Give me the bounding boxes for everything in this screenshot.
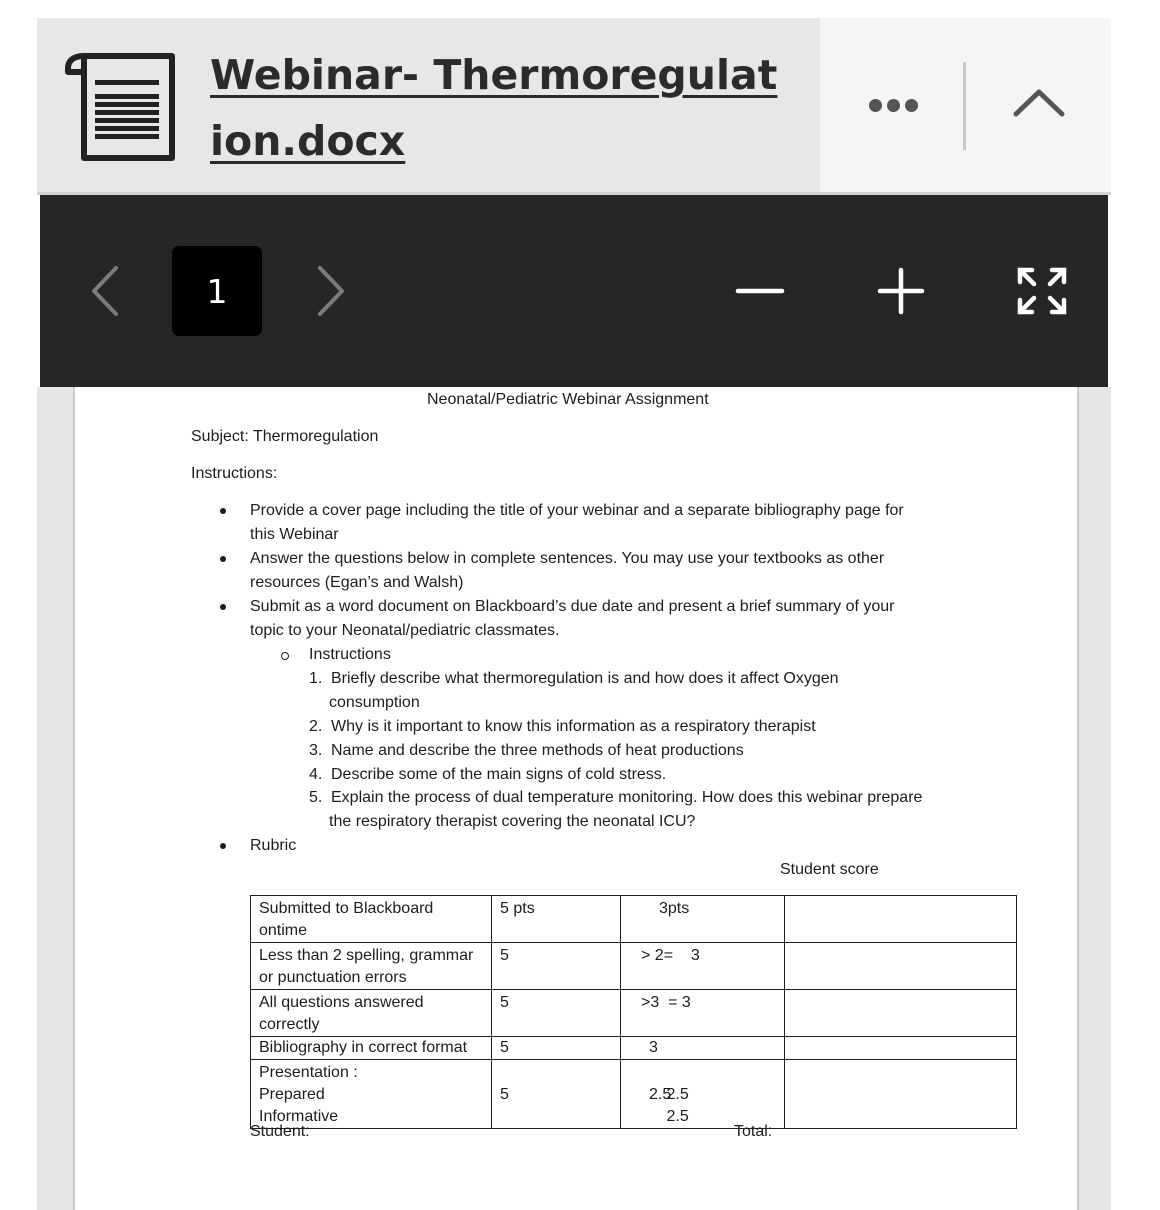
rubric-max-points: 5: [492, 990, 621, 1037]
rubric-label: Rubric: [250, 837, 297, 854]
rubric-table: [250, 895, 1017, 1129]
expand-icon: [1012, 262, 1072, 320]
student-score-label: Student score: [780, 861, 879, 878]
table-row: [251, 1037, 1017, 1060]
rubric-partial-points: > 2= 3: [621, 943, 785, 990]
rubric-student-score: [785, 1060, 1017, 1129]
header-vertical-divider: [963, 62, 966, 150]
table-row: [251, 943, 1017, 990]
bullet-item: Submit as a word document on Blackboard’s due date and present a brief summary of your: [250, 598, 895, 615]
bullet-item-continued: topic to your Neonatal/pediatric classmates.: [250, 622, 560, 639]
previous-page-button[interactable]: [84, 260, 128, 322]
question-text: Why is it important to know this information as a respiratory therapist: [331, 718, 816, 735]
rubric-student-score: [785, 990, 1017, 1037]
bullet-item-continued: resources (Egan’s and Walsh): [250, 574, 464, 591]
rubric-criteria: Less than 2 spelling, grammar or punctuation errors: [251, 943, 492, 990]
table-row: [251, 990, 1017, 1037]
bullet-item-continued: this Webinar: [250, 526, 339, 543]
page-number-input[interactable]: 1: [172, 246, 262, 336]
instructions-label: Instructions:: [191, 465, 278, 482]
next-page-button[interactable]: [308, 260, 352, 322]
bullet-marker: [220, 843, 226, 849]
more-options-dot: [887, 99, 900, 112]
rubric-partial-points: 2.5: [621, 1060, 785, 1129]
minus-icon: [730, 268, 790, 314]
question-text: Explain the process of dual temperature monitoring. How does this webinar prepare: [331, 789, 923, 806]
document-subject: Subject: Thermoregulation: [191, 428, 379, 445]
bullet-marker: [220, 508, 226, 514]
more-options-icon: [869, 99, 882, 112]
rubric-max-points: 5 pts: [492, 896, 621, 943]
question-text-continued: consumption: [329, 694, 420, 711]
rubric-partial-points: >3 = 3: [621, 990, 785, 1037]
more-options-button[interactable]: [862, 88, 924, 122]
prepared-points: 2.5: [666, 1086, 689, 1103]
rubric-criteria: Bibliography in correct format: [251, 1037, 492, 1060]
zoom-in-button[interactable]: [872, 262, 930, 320]
rubric-partial-points: 3pts: [621, 896, 785, 943]
presentation-heading: Presentation :: [259, 1064, 358, 1081]
plus-icon: [872, 262, 930, 320]
collapse-button[interactable]: [1008, 78, 1070, 130]
question-number: 1.: [309, 670, 323, 687]
question-number: 5.: [309, 789, 323, 806]
table-row: [251, 896, 1017, 943]
rubric-max-points: 5: [492, 1060, 621, 1129]
rubric-student-score: [785, 943, 1017, 990]
question-number: 4.: [309, 766, 323, 783]
bullet-marker: [220, 604, 226, 610]
question-text: Name and describe the three methods of heat productions: [331, 742, 744, 759]
rubric-max-points: 5: [492, 1037, 621, 1060]
document-icon: [64, 46, 182, 164]
zoom-out-button[interactable]: [730, 268, 790, 314]
rubric-criteria-presentation: [251, 1060, 689, 1129]
question-number: 3.: [309, 742, 323, 759]
student-label: Student:: [250, 1123, 310, 1140]
question-text: Describe some of the main signs of cold stress.: [331, 766, 667, 783]
sub-instructions-label: Instructions: [309, 646, 391, 663]
bullet-marker: [220, 556, 226, 562]
rubric-partial-points: 3: [621, 1037, 785, 1060]
informative-points: 2.5: [666, 1108, 689, 1125]
sub-bullet-marker: [281, 652, 289, 660]
presentation-prepared: [259, 1084, 689, 1106]
rubric-student-score: [785, 1037, 1017, 1060]
chevron-left-icon: [84, 260, 128, 322]
bullet-item: Answer the questions below in complete sentences. You may use your textbooks as other: [250, 550, 885, 567]
bullet-item: Provide a cover page including the title of your webinar and a separate bibliography page for: [250, 502, 904, 519]
fullscreen-button[interactable]: [1012, 262, 1072, 320]
chevron-right-icon: [308, 260, 352, 322]
question-text: Briefly describe what thermoregulation is and how does it affect Oxygen: [331, 670, 839, 687]
informative-label: Informative: [259, 1108, 339, 1125]
rubric-criteria: Submitted to Blackboard ontime: [251, 896, 492, 943]
rubric-criteria: All questions answered correctly: [251, 990, 492, 1037]
rubric-max-points: 5: [492, 943, 621, 990]
document-title: Neonatal/Pediatric Webinar Assignment: [427, 391, 709, 408]
question-text-continued: the respiratory therapist covering the neonatal ICU?: [329, 813, 696, 830]
prepared-label: Prepared: [259, 1086, 325, 1103]
chevron-up-icon: [1008, 78, 1070, 130]
more-options-dot: [905, 99, 918, 112]
rubric-student-score: [785, 896, 1017, 943]
total-label: Total:: [734, 1123, 773, 1140]
file-title-link[interactable]: Webinar- Thermoregulation.docx: [210, 51, 778, 165]
question-number: 2.: [309, 718, 323, 735]
table-row: [251, 1060, 1017, 1129]
